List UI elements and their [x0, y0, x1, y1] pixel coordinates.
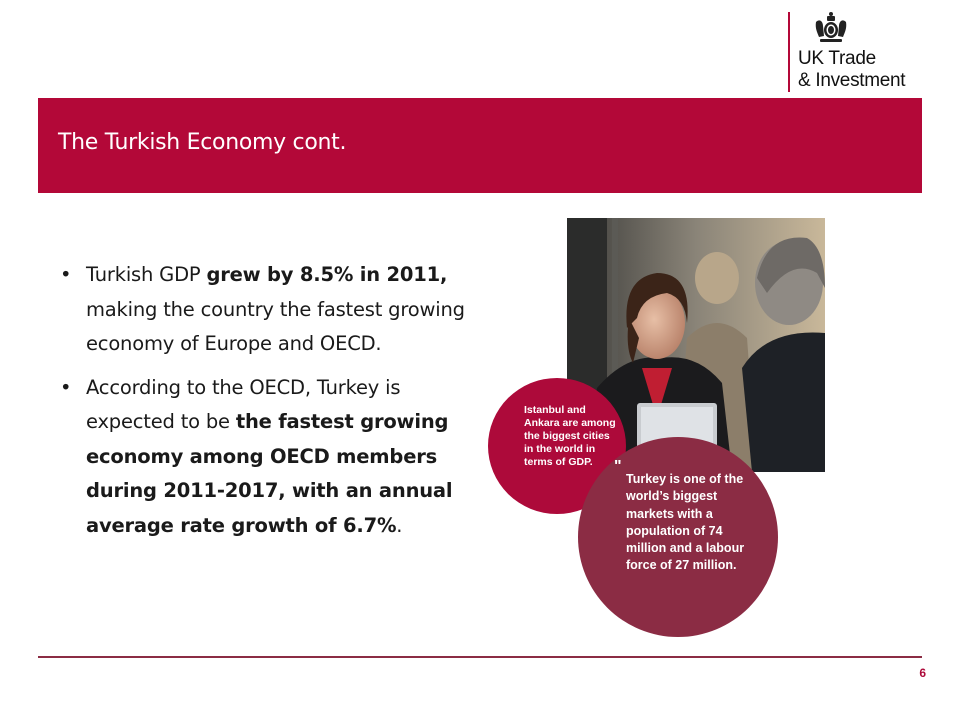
page-number: 6 [919, 666, 926, 680]
royal-crest-icon [812, 10, 850, 44]
bullet-item-oecd-forecast [58, 371, 478, 544]
market-fact-circle [578, 437, 778, 637]
slide-title: The Turkish Economy cont. [58, 130, 347, 155]
bullet-item-gdp-growth [58, 258, 478, 362]
bullet-text: . [396, 513, 403, 537]
bullet-bold-text: grew by 8.5% in 2011, [206, 263, 448, 286]
bullet-text: making the country the fastest growing economy of Europe and OECD. [86, 297, 465, 355]
cities-fact-text: Istanbul and Ankara are among the biggest cities in the world in terms of GDP. [524, 404, 616, 468]
bullet-list [58, 258, 478, 552]
logo-line-1: UK Trade [798, 48, 876, 69]
market-fact-text: Turkey is one of the world’s biggest markets with a population of 74 million and a labour force of 27 million. [626, 472, 745, 573]
uk-trade-investment-logo [782, 4, 922, 94]
bullet-marker: • [60, 375, 72, 399]
logo-line-2: & Investment [798, 70, 906, 91]
logo-wordmark [798, 48, 905, 92]
title-banner [38, 98, 922, 193]
logo-divider [788, 12, 790, 92]
quote-mark: " [614, 458, 622, 475]
bullet-bold-text: the fastest growing economy among OECD members during 2011-2017, with an annual average rate growth of 6.7% [86, 410, 453, 537]
footer-divider [38, 656, 922, 658]
bullet-marker: • [60, 263, 72, 286]
bullet-text: According to the OECD, Turkey is expected to be [86, 375, 401, 433]
bullet-text: Turkish GDP [86, 263, 207, 286]
